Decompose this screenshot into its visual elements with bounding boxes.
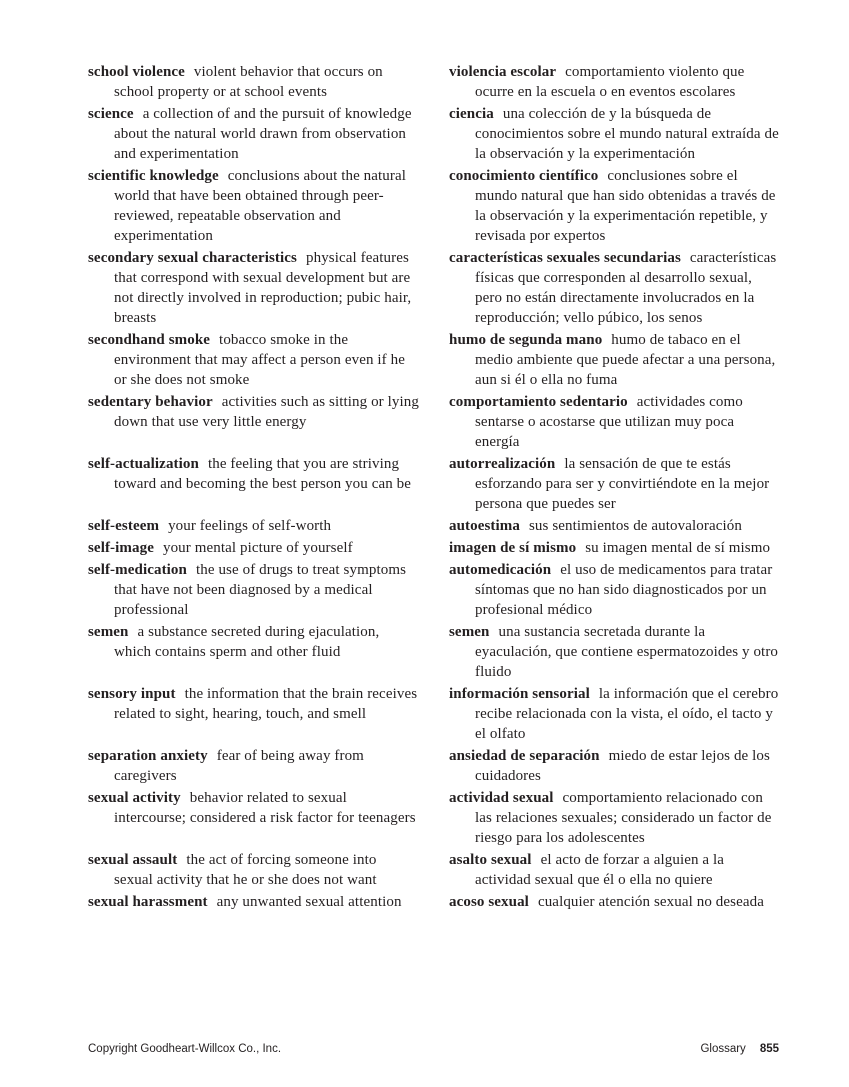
english-term: self-medication [88,562,187,578]
footer-page-number: 855 [759,1043,779,1055]
spanish-definition: la sensación de que te estás esforzando para ser y convirtiéndote en la mejor persona que puedes ser [475,456,770,512]
english-definition: a substance secreted during ejaculation, which contains sperm and other fluid [114,624,380,660]
spanish-entry-text [449,166,780,246]
spanish-entry-text [449,622,780,682]
english-definition: the information that the brain receives related to sight, hearing, touch, and smell [114,686,418,722]
spanish-entry [449,538,780,558]
spanish-entry [449,788,780,848]
spanish-entry-text [449,248,780,328]
english-definition: your mental picture of yourself [162,540,353,556]
english-entry [88,392,419,432]
english-definition: activities such as sitting or lying down that use very little energy [114,394,419,430]
english-definition: physical features that correspond with sexual development but are not directly involved in reproduction; pubic hair, breasts [114,250,412,326]
page-footer [88,1043,779,1055]
spanish-entry [449,166,780,246]
spanish-entry [449,622,780,682]
english-entry-text [88,62,419,102]
english-entry-text [88,684,419,724]
glossary-entry-row [88,746,780,786]
spanish-term: ansiedad de separación [449,748,600,764]
spanish-term: conocimiento científico [449,168,599,184]
spanish-entry-text [449,892,780,912]
english-entry [88,516,419,536]
english-entry [88,454,419,494]
english-definition: the act of forcing someone into sexual activity that he or she does not want [114,852,377,888]
spanish-entry [449,684,780,744]
english-entry [88,746,419,786]
spanish-term: automedicación [449,562,552,578]
spanish-entry-text [449,560,780,620]
spanish-entry-text [449,746,780,786]
english-definition: the feeling that you are striving toward and becoming the best person you can be [114,456,412,492]
spanish-entry-text [449,454,780,514]
glossary-entry-row [88,392,780,452]
english-entry-text [88,392,419,432]
english-term: sexual activity [88,790,181,806]
english-entry [88,788,419,828]
spanish-definition: la información que el cerebro recibe relacionada con la vista, el oído, el tacto y el olfato [475,686,779,742]
english-entry [88,330,419,390]
glossary-entry-row [88,330,780,390]
glossary-entry-row [88,560,780,620]
spanish-term: actividad sexual [449,790,554,806]
english-term: self-actualization [88,456,199,472]
english-term: sedentary behavior [88,394,213,410]
spanish-entry-text [449,684,780,744]
spanish-term: autorrealización [449,456,556,472]
english-definition: any unwanted sexual attention [216,894,402,910]
spanish-entry [449,392,780,452]
spanish-entry [449,248,780,328]
english-definition: the use of drugs to treat symptoms that have not been diagnosed by a medical professional [114,562,407,618]
english-entry-text [88,850,419,890]
english-entry-text [88,560,419,620]
glossary-entry-row [88,454,780,514]
spanish-entry [449,330,780,390]
spanish-definition: su imagen mental de sí mismo [585,540,771,556]
english-entry [88,684,419,724]
glossary-entry-row [88,166,780,246]
english-definition: fear of being away from caregivers [114,748,364,784]
glossary-entry-row [88,850,780,890]
english-entry [88,622,419,662]
glossary-entry-row [88,62,780,102]
spanish-definition: comportamiento violento que ocurre en la escuela o en eventos escolares [475,64,745,100]
spanish-definition: características físicas que corresponden al desarrollo sexual, pero no están directamente involucrados en la reproducción; vello púbico, los senos [475,250,777,326]
spanish-definition: el uso de medicamentos para tratar síntomas que no han sido diagnosticados por un profesional médico [475,562,773,618]
english-term: sexual assault [88,852,178,868]
english-entry-text [88,892,419,912]
english-entry-text [88,516,419,536]
english-entry [88,892,419,912]
english-term: secondhand smoke [88,332,211,348]
spanish-entry-text [449,516,780,536]
glossary-entries [88,62,780,914]
glossary-entry-row [88,788,780,848]
english-definition: a collection of and the pursuit of knowledge about the natural world drawn from observation and experimentation [114,106,412,162]
english-definition: your feelings of self-worth [168,518,332,534]
spanish-entry-text [449,62,780,102]
spanish-term: información sensorial [449,686,590,702]
english-entry [88,850,419,890]
spanish-definition: comportamiento relacionado con las relaciones sexuales; considerado un factor de riesgo para los adolescentes [475,790,772,846]
spanish-entry [449,850,780,890]
spanish-term: humo de segunda mano [449,332,603,348]
spanish-entry [449,62,780,102]
spanish-term: ciencia [449,106,494,122]
spanish-entry-text [449,788,780,848]
spanish-term: acoso sexual [449,894,529,910]
english-entry-text [88,330,419,390]
spanish-entry-text [449,104,780,164]
spanish-term: imagen de sí mismo [449,540,577,556]
english-definition: conclusions about the natural world that have been obtained through peer-reviewed, repeatable observation and experimentation [114,168,407,244]
english-entry [88,104,419,164]
english-entry [88,538,419,558]
english-entry-text [88,104,419,164]
spanish-definition: el acto de forzar a alguien a la actividad sexual que él o ella no quiere [475,852,725,888]
glossary-entry-row [88,104,780,164]
english-entry-text [88,166,419,246]
spanish-definition: sus sentimientos de autovaloración [529,518,742,534]
spanish-definition: miedo de estar lejos de los cuidadores [475,748,770,784]
spanish-definition: una colección de y la búsqueda de conocimientos sobre el mundo natural extraída de la observación y la experimentación [475,106,779,162]
footer-copyright: Copyright Goodheart-Willcox Co., Inc. [88,1043,282,1055]
spanish-entry [449,560,780,620]
english-term: semen [88,624,129,640]
spanish-entry-text [449,392,780,452]
glossary-entry-row [88,684,780,744]
english-entry [88,62,419,102]
spanish-term: semen [449,624,490,640]
english-term: scientific knowledge [88,168,219,184]
english-entry-text [88,248,419,328]
english-term: sexual harassment [88,894,208,910]
spanish-term: autoestima [449,518,520,534]
spanish-entry-text [449,538,780,558]
glossary-entry-row [88,538,780,558]
english-entry [88,248,419,328]
spanish-entry [449,104,780,164]
spanish-entry [449,892,780,912]
english-entry [88,560,419,620]
english-entry-text [88,788,419,828]
english-entry [88,166,419,246]
spanish-term: comportamiento sedentario [449,394,628,410]
spanish-term: violencia escolar [449,64,557,80]
spanish-definition: conclusiones sobre el mundo natural que han sido obtenidas a través de la observación y la experimentación repetible, y revisada por expertos [475,168,776,244]
english-entry-text [88,622,419,662]
english-definition: violent behavior that occurs on school property or at school events [114,64,383,100]
spanish-definition: una sustancia secretada durante la eyaculación, que contiene espermatozoides y otro fluido [475,624,779,680]
glossary-entry-row [88,516,780,536]
english-entry-text [88,538,419,558]
english-definition: tobacco smoke in the environment that may affect a person even if he or she does not smoke [114,332,405,388]
english-term: secondary sexual characteristics [88,250,297,266]
spanish-term: asalto sexual [449,852,532,868]
spanish-entry-text [449,850,780,890]
english-term: separation anxiety [88,748,208,764]
english-term: science [88,106,134,122]
spanish-definition: cualquier atención sexual no deseada [537,894,764,910]
english-term: self-esteem [88,518,160,534]
english-term: sensory input [88,686,176,702]
footer-right-group [700,1043,779,1055]
glossary-entry-row [88,892,780,912]
spanish-term: características sexuales secundarias [449,250,681,266]
english-entry-text [88,454,419,494]
spanish-entry [449,516,780,536]
spanish-definition: actividades como sentarse o acostarse que utilizan muy poca energía [475,394,743,450]
english-term: school violence [88,64,185,80]
spanish-entry [449,746,780,786]
spanish-entry [449,454,780,514]
english-term: self-image [88,540,154,556]
spanish-entry-text [449,330,780,390]
english-definition: behavior related to sexual intercourse; considered a risk factor for teenagers [114,790,416,826]
glossary-entry-row [88,622,780,682]
english-entry-text [88,746,419,786]
spanish-definition: humo de tabaco en el medio ambiente que puede afectar a una persona, aun si él o ella no fuma [475,332,776,388]
glossary-entry-row [88,248,780,328]
footer-section-label: Glossary [700,1043,746,1055]
